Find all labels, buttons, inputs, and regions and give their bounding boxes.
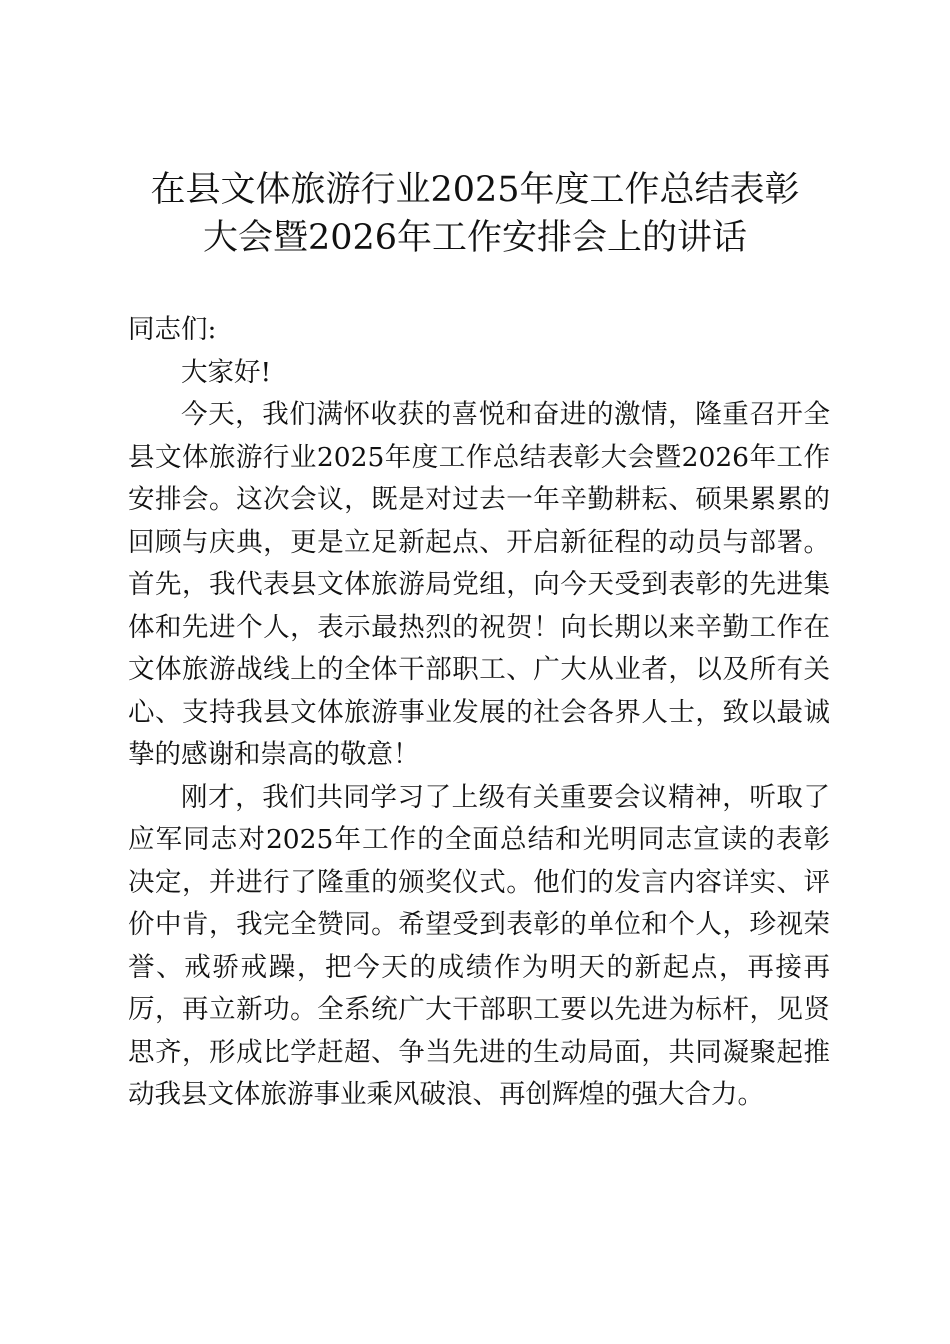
document-title <box>100 166 850 262</box>
document-body <box>128 309 830 1117</box>
title-line-1: 在县文体旅游行业2025年度工作总结表彰 <box>150 170 800 210</box>
title-line-2: 大会暨2026年工作安排会上的讲话 <box>202 218 748 258</box>
greeting: 大家好! <box>181 356 272 388</box>
paragraph-review: 刚才，我们共同学习了上级有关重要会议精神，听取了应军同志对2025年工作的全面总结和光明同志宣读的表彰决定，并进行了隆重的颁奖仪式。他们的发言内容详实、评价中肯，我完全赞同。希望受到表彰的单位和个人，珍视荣誉、戒骄戒躁，把今天的成绩作为明天的新起点，再接再厉，再立新功。全系统广大干部职工要以先进为标杆，见贤思齐，形成比学赶超、争当先进的生动局面，共同凝聚起推动我县文体旅游事业乘风破浪、再创辉煌的强大合力。 <box>128 781 830 1110</box>
salutation: 同志们: <box>128 314 217 345</box>
paragraph-opening: 今天，我们满怀收获的喜悦和奋进的激情，隆重召开全县文体旅游行业2025年度工作总结表彰大会暨2026年工作安排会。这次会议，既是对过去一年辛勤耕耘、硕果累累的回顾与庆典，更是立足新起点、开启新征程的动员与部署。首先，我代表县文体旅游局党组，向今天受到表彰的先进集体和先进个人，表示最热烈的祝贺！向长期以来辛勤工作在文体旅游战线上的全体干部职工、广大从业者，以及所有关心、支持我县文体旅游事业发展的社会各界人士，致以最诚挚的感谢和崇高的敬意！ <box>128 399 830 770</box>
